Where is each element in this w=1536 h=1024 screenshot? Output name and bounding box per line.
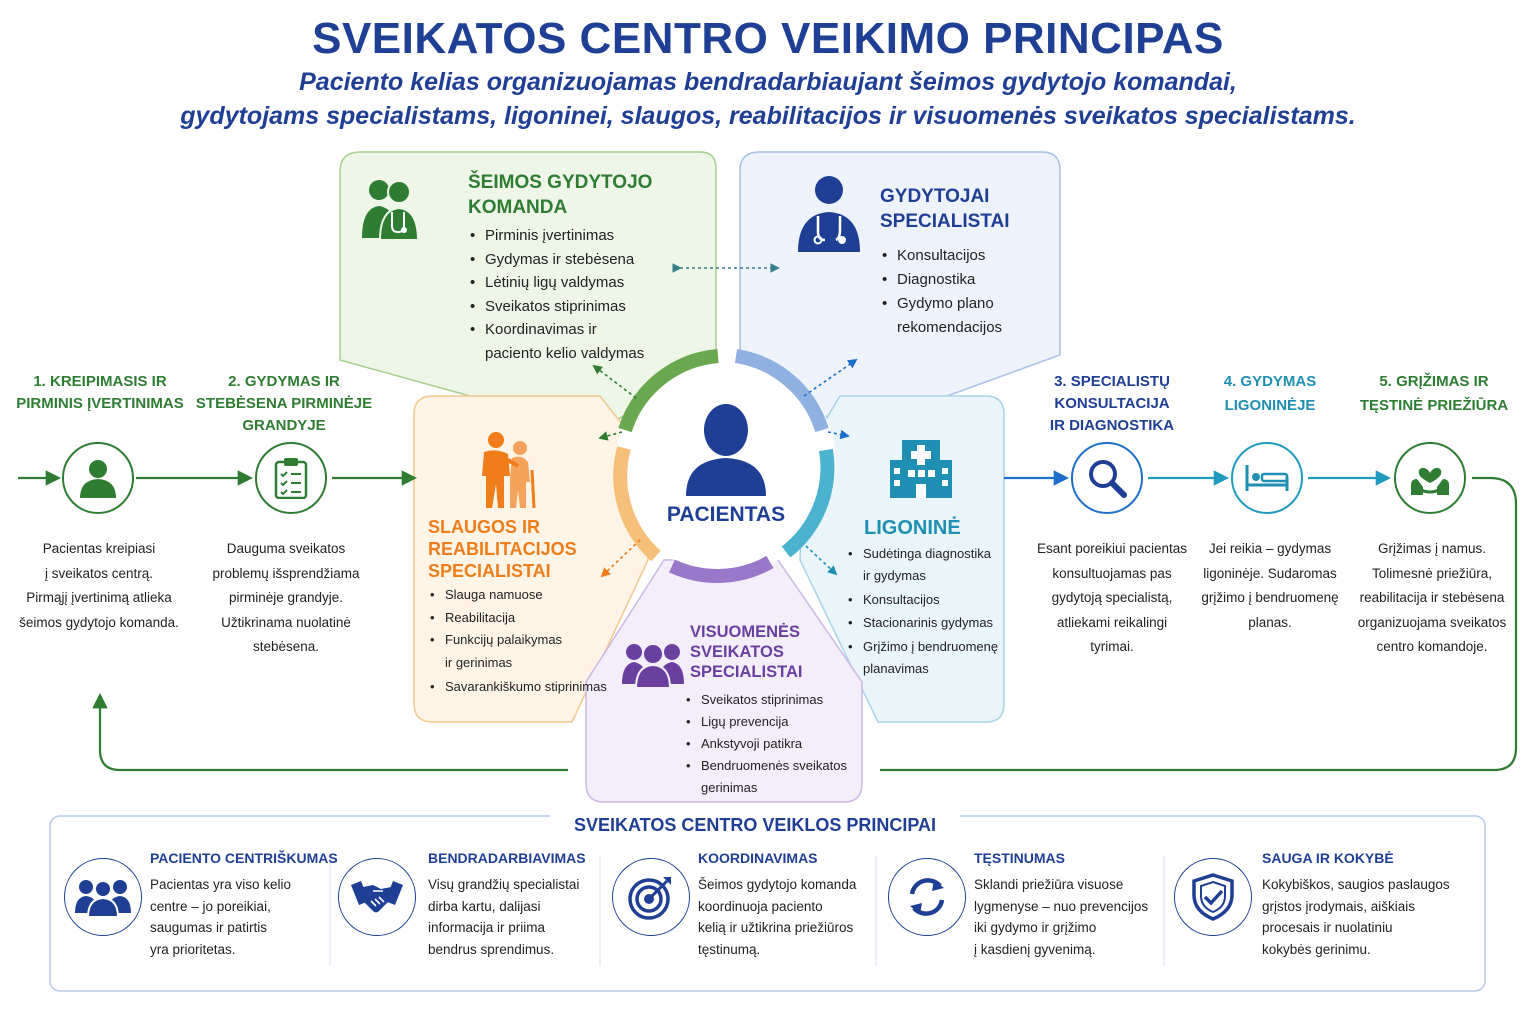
list-item: • Savarankiškumo stiprinimas — [428, 676, 607, 699]
list-item: • Reabilitacija — [428, 607, 607, 630]
magnifier-icon — [1087, 458, 1127, 498]
list-item: • Sveikatos stiprinimas — [468, 295, 644, 319]
step-5-title: 5. GRĮŽIMAS IR TĘSTINĖ PRIEŽIŪRA — [1359, 373, 1509, 414]
principle-4-icon-circle — [888, 858, 966, 936]
principle-3-title: KOORDINAVIMAS — [698, 850, 818, 866]
family-box-title: ŠEIMOS GYDYTOJO KOMANDA — [468, 172, 653, 218]
list-item: planavimas — [863, 660, 929, 676]
list-item: • Gydymas ir stebėsena — [468, 248, 644, 272]
caregiver-icon — [478, 430, 540, 508]
list-item: paciento kelio valdymas — [485, 344, 645, 362]
list-item: • Diagnostika — [880, 268, 1002, 292]
list-item: • Pirminis įvertinimas — [468, 224, 644, 248]
hospital-box-list — [846, 543, 998, 680]
hospital-bed-icon — [1244, 463, 1290, 493]
step-3-title: 3. SPECIALISTŲ KONSULTACIJA IR DIAGNOSTIKA — [1049, 373, 1175, 434]
public-box-title: VISUOMENĖS SVEIKATOS SPECIALISTAI — [690, 623, 803, 681]
clipboard-icon — [274, 457, 308, 499]
principle-1-icon-circle — [64, 858, 142, 936]
subtitle-line-1: Paciento kelias organizuojamas bendradarbiaujant šeimos gydytojo komandai, — [299, 68, 1237, 96]
cycle-arrows-icon — [904, 874, 950, 920]
list-item: • Koordinavimas ir — [468, 318, 644, 342]
list-item: • Ankstyvoji patikra — [684, 733, 847, 755]
principle-5-title: SAUGA IR KOKYBĖ — [1262, 850, 1394, 866]
home-care-icon — [1409, 459, 1451, 497]
step-2-description: Dauguma sveikatos problemų išsprendžiama pirminėje grandyje. Užtikrinama nuolatinė stebėsena. — [212, 541, 360, 654]
principle-5-icon-circle — [1174, 858, 1252, 936]
list-item: • Grįžimo į bendruomenę — [846, 636, 998, 658]
principle-4-text: Sklandi priežiūra visuose lygmenyse – nuo prevencijos iki gydymo ir grįžimo į kasdienį gyvenimą. — [974, 877, 1149, 957]
step-4-title: 4. GYDYMAS LIGONINĖJE — [1223, 373, 1317, 414]
specialists-box-list — [880, 244, 1002, 340]
step-2-circle — [255, 442, 327, 514]
center-label: PACIENTAS — [666, 503, 786, 526]
hospital-box-title: LIGONINĖ — [864, 517, 961, 539]
list-item: • Konsultacijos — [880, 244, 1002, 268]
list-item: ir gerinimas — [445, 654, 513, 670]
list-item: gerinimas — [701, 780, 758, 795]
step-4-circle — [1231, 442, 1303, 514]
step-2-title: 2. GYDYMAS IR STEBĖSENA PIRMINĖJE GRANDYJE — [195, 373, 373, 434]
step-4-description: Jei reikia – gydymas ligoninėje. Sudaromas grįžimo į bendruomenę planas. — [1201, 541, 1339, 630]
list-item: • Bendruomenės sveikatos — [684, 755, 847, 777]
list-item: • Stacionarinis gydymas — [846, 612, 998, 634]
shield-check-icon — [1192, 873, 1234, 921]
step-5-description: Grįžimas į namus. Tolimesnė priežiūra, reabilitacija ir stebėsena organizuojama sveikatos centro komandoje. — [1357, 541, 1507, 654]
principle-5-text: Kokybiškos, saugios paslaugos grįstos įrodymais, aiškiais procesais ir nuolatiniu kokybės gerinimu. — [1262, 877, 1450, 957]
step-3-description: Esant poreikiui pacientas konsultuojamas pas gydytoją specialistą, atliekami reikalingi tyrimai. — [1036, 541, 1188, 654]
specialists-box-title: GYDYTOJAI SPECIALISTAI — [880, 186, 1010, 232]
nursing-box-title: SLAUGOS IR REABILITACIJOS SPECIALISTAI — [428, 517, 577, 581]
patient-icon — [684, 402, 768, 496]
subtitle-line-2: gydytojams specialistams, ligoninei, slaugos, reabilitacijos ir visuomenės sveikatos specialistams. — [180, 102, 1356, 130]
principle-2-icon-circle — [338, 858, 416, 936]
people-icon — [75, 877, 131, 917]
target-icon — [627, 873, 675, 921]
principle-2-text: Visų grandžių specialistai dirba kartu, dalijasi informacija ir priima bendrus sprendimus. — [428, 877, 580, 957]
list-item: • Konsultacijos — [846, 589, 998, 611]
principle-1-title: PACIENTO CENTRIŠKUMAS — [150, 850, 338, 866]
public-box-list — [684, 689, 847, 799]
step-1-title: 1. KREIPIMASIS IR PIRMINIS ĮVERTINIMAS — [16, 373, 184, 412]
list-item: ir gydymas — [863, 567, 926, 583]
principle-4-title: TĘSTINUMAS — [974, 850, 1065, 866]
step-1-circle — [62, 442, 134, 514]
page-title: SVEIKATOS CENTRO VEIKIMO PRINCIPAS — [312, 14, 1224, 63]
list-item: • Ligų prevencija — [684, 711, 847, 733]
list-item: • Gydymo plano — [880, 292, 1002, 316]
doctor-icon — [796, 172, 862, 252]
list-item: • Sveikatos stiprinimas — [684, 689, 847, 711]
nursing-box-list — [428, 584, 607, 699]
family-box-list — [468, 224, 644, 366]
list-item: • Slauga namuose — [428, 584, 607, 607]
principle-2-title: BENDRADARBIAVIMAS — [428, 850, 586, 866]
step-1-description: Pacientas kreipiasi į sveikatos centrą. Pirmąjį įvertinimą atlieka šeimos gydytojo komanda. — [19, 541, 179, 630]
handshake-icon — [349, 877, 405, 917]
group-icon — [622, 640, 684, 688]
list-item: • Lėtinių ligų valdymas — [468, 271, 644, 295]
principle-3-icon-circle — [612, 858, 690, 936]
step-5-circle — [1394, 442, 1466, 514]
list-item: • Sudėtinga diagnostika — [846, 543, 998, 565]
step-3-circle — [1071, 442, 1143, 514]
person-icon — [80, 458, 116, 498]
principle-3-text: Šeimos gydytojo komanda koordinuoja paciento kelią ir užtikrina priežiūros tęstinumą. — [698, 877, 857, 957]
principle-1-text: Pacientas yra viso kelio centre – jo poreikiai, saugumas ir patirtis yra prioritetas. — [150, 877, 292, 957]
hospital-icon — [888, 436, 954, 498]
doctors-team-icon — [362, 176, 418, 240]
list-item: • Funkcijų palaikymas — [428, 629, 607, 652]
list-item: rekomendacijos — [897, 319, 1003, 336]
principles-title: SVEIKATOS CENTRO VEIKLOS PRINCIPAI — [550, 815, 960, 836]
